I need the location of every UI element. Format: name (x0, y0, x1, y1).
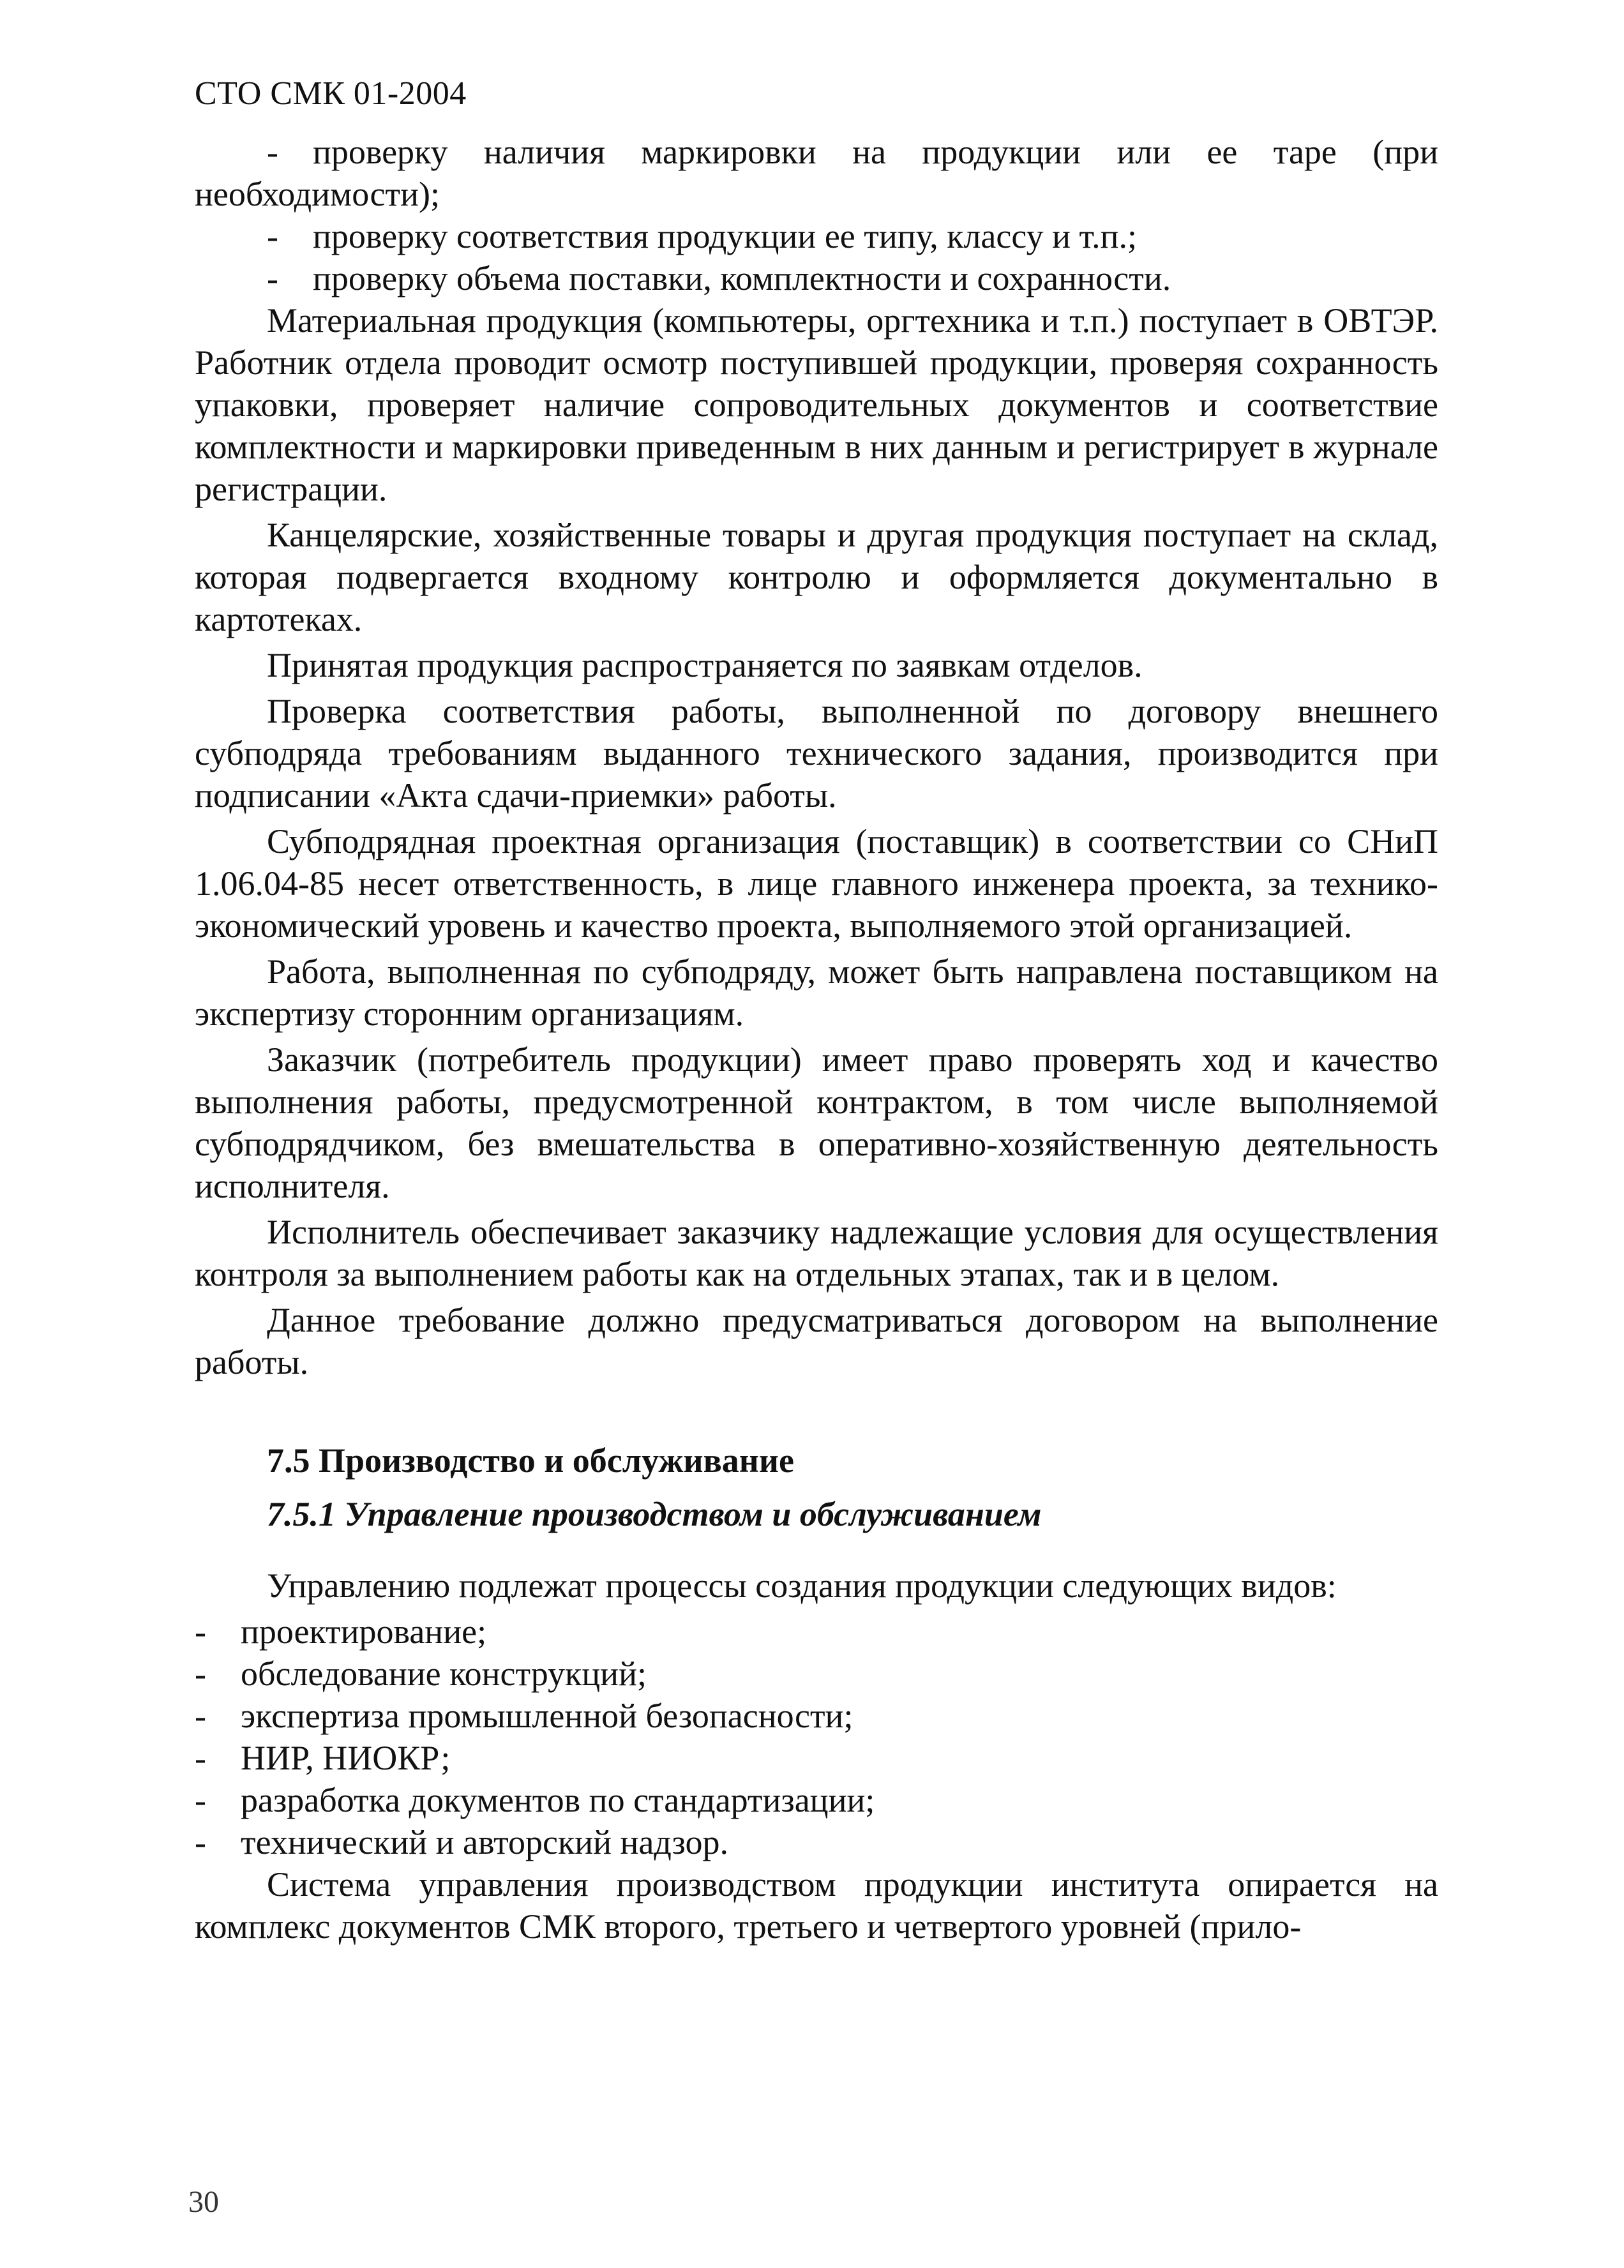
bullet-dash: - (195, 1739, 206, 1777)
list-item: - экспертиза промышленной безопасности; (195, 1695, 1438, 1737)
section-heading: 7.5 Производство и обслуживание (267, 1441, 794, 1480)
bullet-dash: - (195, 1655, 206, 1693)
list-item: - разработка документов по стандартизации; (195, 1779, 1438, 1821)
bullet-dash: - (267, 133, 278, 171)
paragraph: Данное требование должно предусматриваться договором на выполнение работы. (195, 1301, 1438, 1381)
list-item: - проверку соответствия продукции ее типу, классу и т.п.; (195, 215, 1438, 257)
list-item: - проверку наличия маркировки на продукции или ее таре (при необходимости); (195, 131, 1438, 215)
list-item: - технический и авторский надзор. (195, 1821, 1438, 1863)
paragraph: Система управления производством продукции института опирается на комплекс документов СМК второго, третьего и четвертого уровней (прило- (195, 1865, 1438, 1946)
subsection-heading: 7.5.1 Управление производством и обслуживанием (267, 1495, 1042, 1533)
paragraph: Материальная продукция (компьютеры, оргтехника и т.п.) поступает в ОВТЭР. Работник отдела проводит осмотр поступившей продукции, проверяя сохранность упаковки, проверяет наличие сопроводительных документов и соответствие комплектности и маркировки приведенным в них данным и регистрирует в журнале регистрации. (195, 301, 1438, 508)
page-number: 30 (188, 2185, 219, 2219)
process-list (195, 1611, 1438, 1863)
list-item: - проектирование; (195, 1611, 1438, 1653)
paragraph: Принятая продукция распространяется по заявкам отделов. (267, 646, 1143, 684)
bullet-dash: - (195, 1697, 206, 1735)
paragraph: Субподрядная проектная организация (поставщик) в соответствии со СНиП 1.06.04-85 несет ответственность, в лице главного инженера проекта, за технико-экономический уровень и качество проекта, выполняемого этой организацией. (195, 822, 1438, 945)
paragraph: Работа, выполненная по субподряду, может быть направлена поставщиком на экспертизу сторонним организациям. (195, 952, 1438, 1033)
section-intro: Управлению подлежат процессы создания продукции следующих видов: (267, 1566, 1337, 1605)
bullet-dash: - (195, 1612, 206, 1651)
bullet-dash: - (195, 1823, 206, 1861)
bullet-dash: - (267, 259, 278, 297)
bullet-dash: - (267, 217, 278, 255)
list-item: - обследование конструкций; (195, 1653, 1438, 1695)
paragraph: Исполнитель обеспечивает заказчику надлежащие условия для осуществления контроля за выполнением работы как на отдельных этапах, так и в целом. (195, 1213, 1438, 1293)
paragraph: Канцелярские, хозяйственные товары и другая продукция поступает на склад, которая подвергается входному контролю и оформляется документально в картотеках. (195, 516, 1438, 638)
list-item: - проверку объема поставки, комплектности и сохранности. (195, 257, 1438, 299)
paragraph: Проверка соответствия работы, выполненной по договору внешнего субподряда требованиям выданного технического задания, производится при подписании «Акта сдачи-приемки» работы. (195, 692, 1438, 815)
paragraph: Заказчик (потребитель продукции) имеет право проверять ход и качество выполнения работы, предусмотренной контрактом, в том числе выполняемой субподрядчиком, без вмешательства в оперативно-хозяйственную деятельность исполнителя. (195, 1040, 1438, 1205)
document-code-header: СТО СМК 01-2004 (195, 75, 467, 112)
document-body (195, 131, 1438, 1951)
list-item: - НИР, НИОКР; (195, 1737, 1438, 1779)
bullet-dash: - (195, 1781, 206, 1819)
